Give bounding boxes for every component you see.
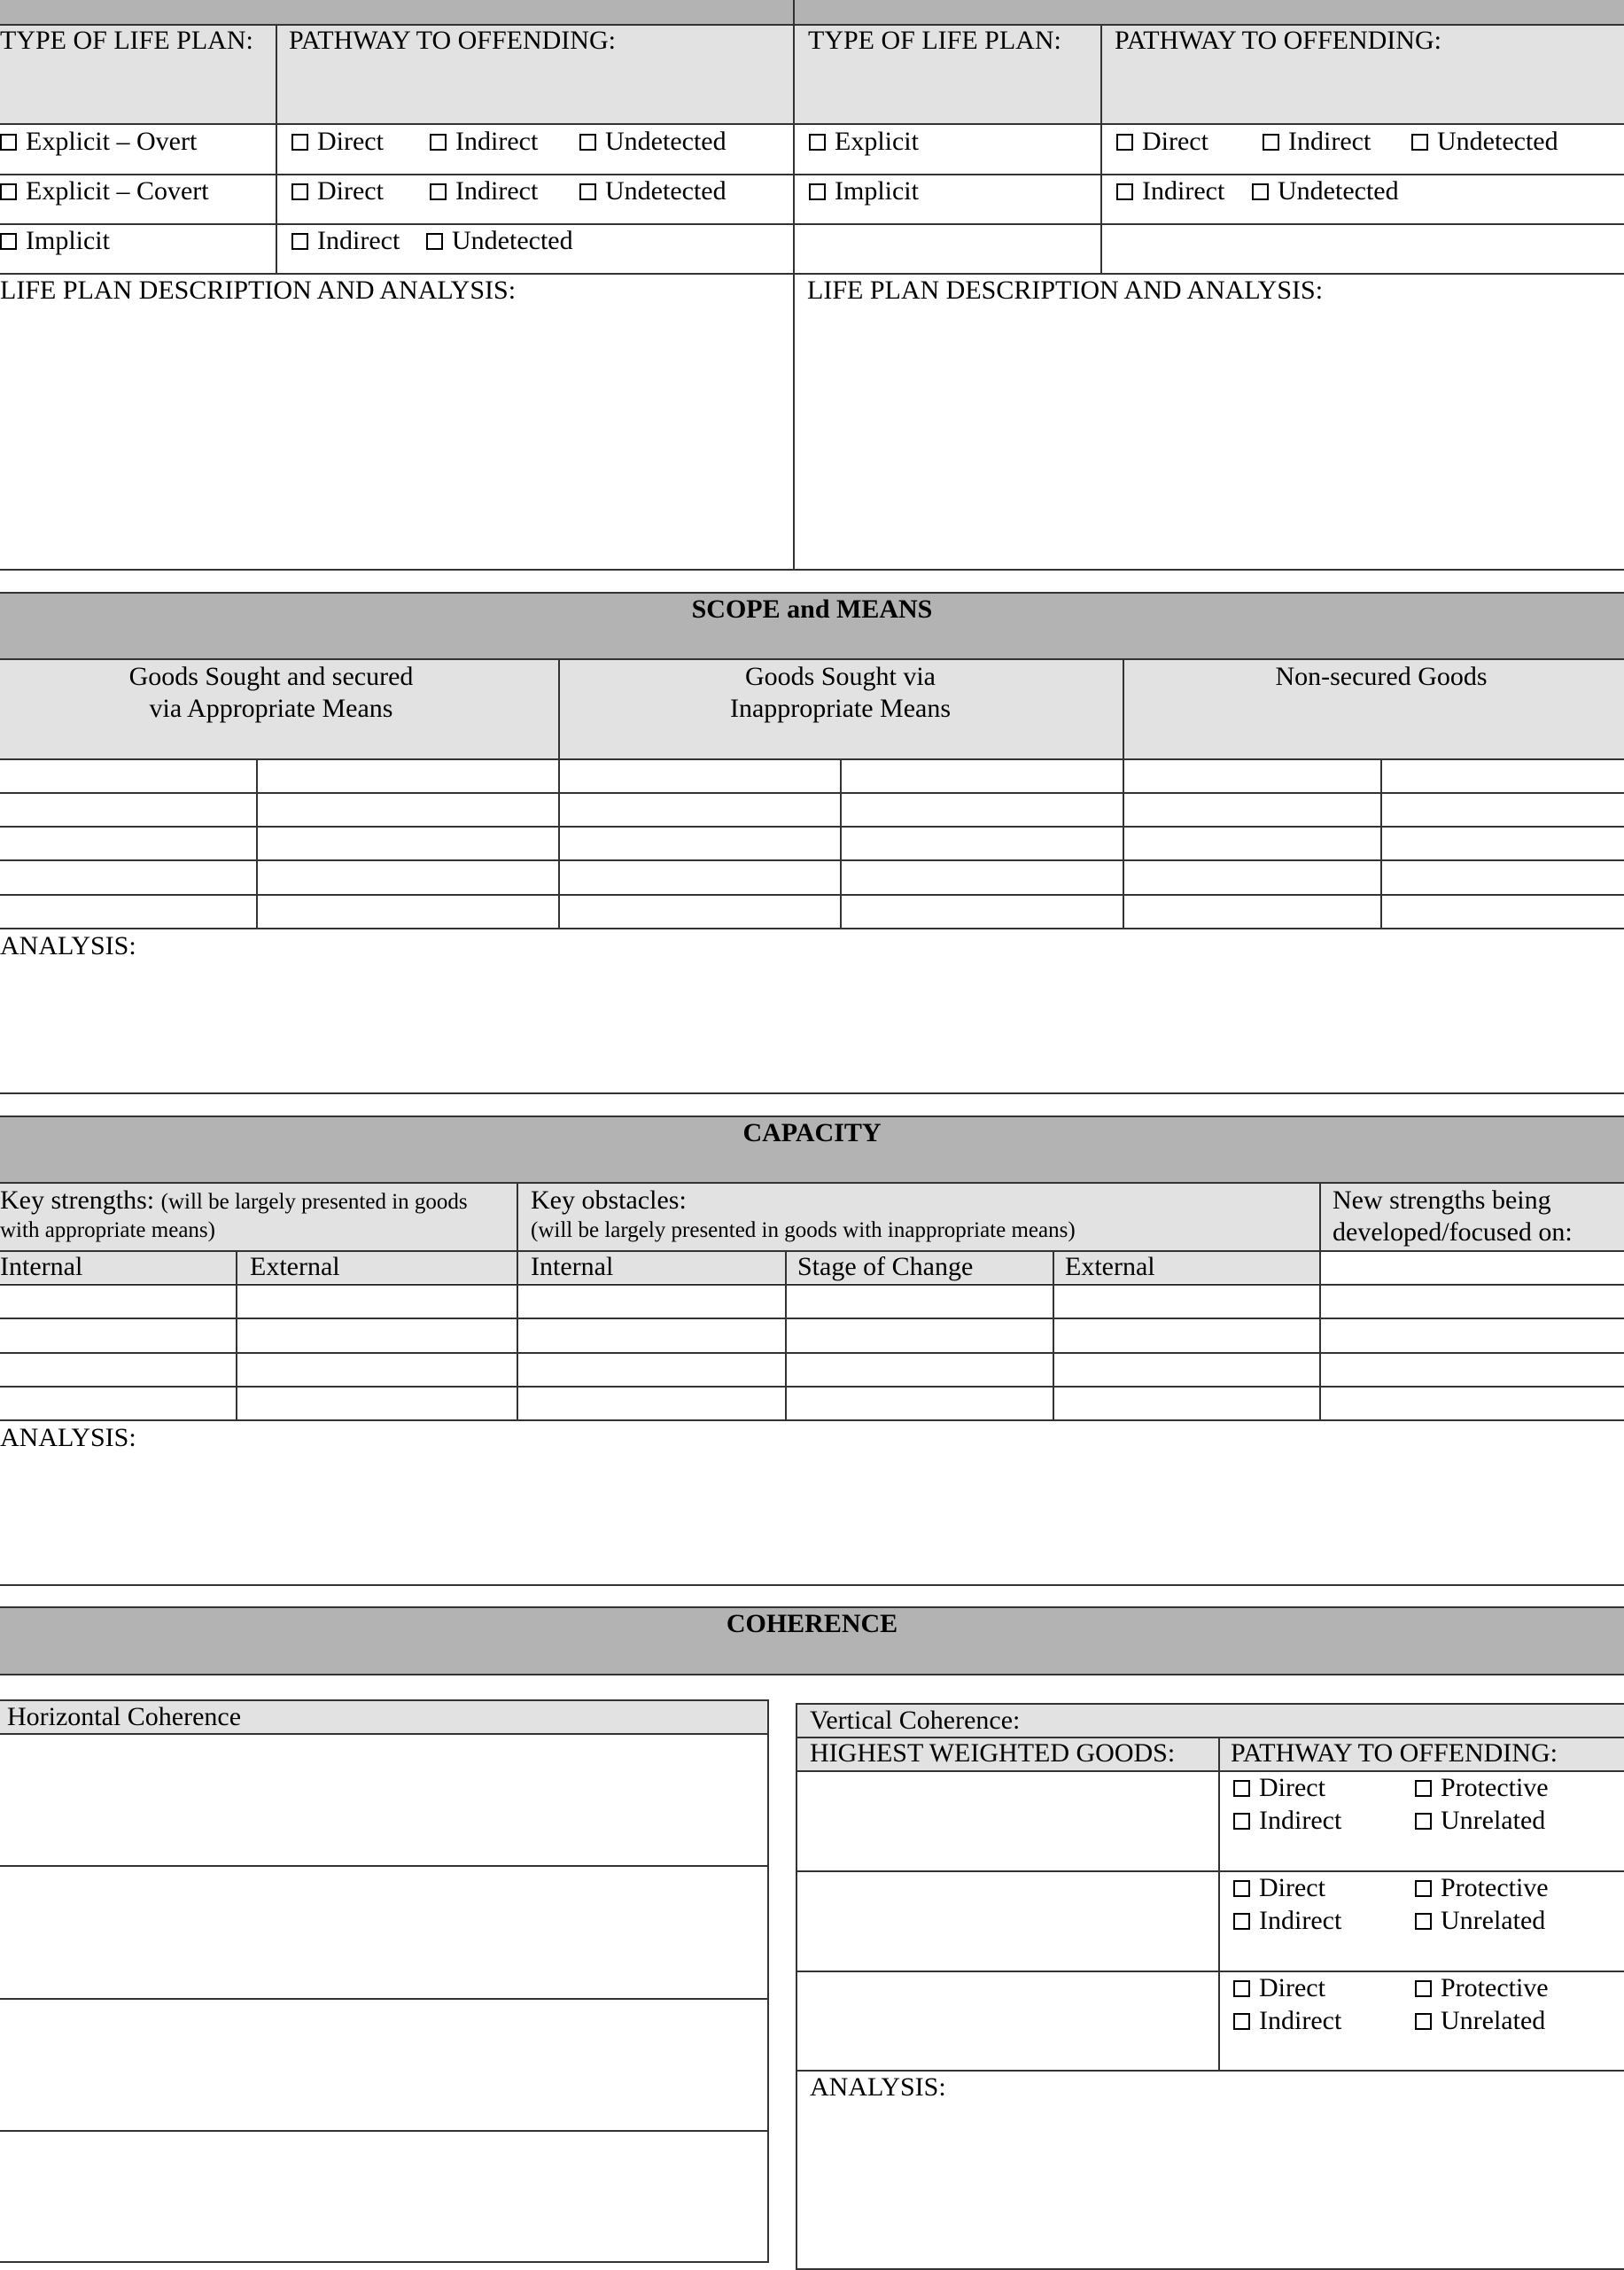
checkbox[interactable] <box>579 183 596 200</box>
checkbox[interactable] <box>1415 1813 1432 1830</box>
left-description-area[interactable] <box>0 307 791 567</box>
checkbox[interactable] <box>430 134 447 151</box>
checkbox[interactable] <box>1263 134 1279 151</box>
top-header-bar <box>0 0 1624 24</box>
right-type-of-life-plan-label: TYPE OF LIFE PLAN: <box>808 26 1061 55</box>
capacity-grid[interactable] <box>0 1285 1624 1419</box>
checkbox[interactable] <box>0 183 17 200</box>
right-row2-type-option[interactable]: Implicit <box>809 175 919 207</box>
new-strengths-label-line2: developed/focused on: <box>1333 1217 1573 1247</box>
vc-row3-protective-option[interactable]: Protective <box>1415 1972 1549 2004</box>
checkbox[interactable] <box>1233 1980 1250 1997</box>
key-obstacles-label: Key obstacles: <box>531 1186 687 1215</box>
checkbox[interactable] <box>1415 1980 1432 1997</box>
new-strengths-label-line1: New strengths being <box>1333 1186 1551 1215</box>
scope-analysis-label: ANALYSIS: <box>0 931 136 960</box>
left-row1-indirect-option[interactable]: Indirect <box>430 126 538 158</box>
left-row1-type-option[interactable]: Explicit – Overt <box>0 126 197 158</box>
vc-row1-direct-option[interactable]: Direct <box>1233 1772 1325 1804</box>
vc-row1-indirect-option[interactable]: Indirect <box>1233 1805 1341 1837</box>
right-row2-undetected-option[interactable]: Undetected <box>1252 175 1399 207</box>
left-row3-type-option[interactable]: Implicit <box>0 225 110 257</box>
checkbox[interactable] <box>1116 134 1133 151</box>
right-pathway-label: PATHWAY TO OFFENDING: <box>1115 26 1441 55</box>
obstacles-external-header: External <box>1065 1252 1155 1281</box>
vc-row3-unrelated-option[interactable]: Unrelated <box>1415 2005 1545 2037</box>
checkbox[interactable] <box>1415 1780 1432 1797</box>
left-row3-indirect-option[interactable]: Indirect <box>291 225 400 257</box>
checkbox[interactable] <box>1233 1780 1250 1797</box>
vc-row1-protective-option[interactable]: Protective <box>1415 1772 1549 1804</box>
scope-title: SCOPE and MEANS <box>691 595 933 624</box>
right-description-label: LIFE PLAN DESCRIPTION AND ANALYSIS: <box>807 276 1324 305</box>
left-row2-type-option[interactable]: Explicit – Covert <box>0 175 209 207</box>
vc-row3-indirect-option[interactable]: Indirect <box>1233 2005 1341 2037</box>
checkbox[interactable] <box>0 134 17 151</box>
strengths-external-header: External <box>250 1252 340 1281</box>
checkbox[interactable] <box>430 183 447 200</box>
scope-col1-header-line1: Goods Sought and secured <box>128 662 414 691</box>
vertical-coherence-label: Vertical Coherence: <box>810 1706 1021 1735</box>
checkbox[interactable] <box>291 233 308 250</box>
left-description-label: LIFE PLAN DESCRIPTION AND ANALYSIS: <box>0 276 517 305</box>
right-row1-direct-option[interactable]: Direct <box>1116 126 1208 158</box>
scope-col2-header-line1: Goods Sought via <box>744 662 936 691</box>
obstacles-internal-header: Internal <box>531 1252 614 1281</box>
checkbox[interactable] <box>809 183 826 200</box>
left-row1-direct-option[interactable]: Direct <box>291 126 384 158</box>
left-type-of-life-plan-label: TYPE OF LIFE PLAN: <box>0 26 253 55</box>
checkbox[interactable] <box>1415 1880 1432 1897</box>
left-row2-indirect-option[interactable]: Indirect <box>430 175 538 207</box>
scope-col3-header: Non-secured Goods <box>1275 662 1488 691</box>
horizontal-coherence-label: Horizontal Coherence <box>7 1702 242 1731</box>
capacity-title: CAPACITY <box>742 1118 882 1147</box>
key-obstacles-note: (will be largely presented in goods with inappropriate means) <box>531 1218 1076 1242</box>
vc-row2-protective-option[interactable]: Protective <box>1415 1872 1549 1904</box>
coherence-analysis-area[interactable] <box>797 2103 1624 2268</box>
checkbox[interactable] <box>0 233 17 250</box>
right-row2-indirect-option[interactable]: Indirect <box>1116 175 1224 207</box>
vc-row2-unrelated-option[interactable]: Unrelated <box>1415 1905 1545 1937</box>
highest-weighted-goods-label: HIGHEST WEIGHTED GOODS: <box>810 1738 1176 1768</box>
coherence-title: COHERENCE <box>726 1609 898 1638</box>
checkbox[interactable] <box>1252 183 1269 200</box>
checkbox[interactable] <box>809 134 826 151</box>
checkbox[interactable] <box>1415 1913 1432 1930</box>
highest-goods-cells[interactable] <box>797 1772 1217 2070</box>
checkbox[interactable] <box>1411 134 1428 151</box>
checkbox[interactable] <box>1233 1913 1250 1930</box>
right-row1-undetected-option[interactable]: Undetected <box>1411 126 1558 158</box>
horizontal-coherence-rows[interactable] <box>0 1735 767 2261</box>
key-strengths-label: Key strengths: (will be largely presented in goods <box>0 1186 468 1215</box>
vc-row3-direct-option[interactable]: Direct <box>1233 1972 1325 2004</box>
checkbox[interactable] <box>1116 183 1133 200</box>
vertical-pathway-label: PATHWAY TO OFFENDING: <box>1231 1738 1558 1768</box>
key-strengths-note: with appropriate means) <box>0 1218 215 1242</box>
capacity-analysis-area[interactable] <box>0 1454 1624 1583</box>
right-row1-indirect-option[interactable]: Indirect <box>1263 126 1371 158</box>
checkbox[interactable] <box>1415 2013 1432 2030</box>
left-row1-undetected-option[interactable]: Undetected <box>579 126 727 158</box>
checkbox[interactable] <box>1233 2013 1250 2030</box>
scope-analysis-area[interactable] <box>0 962 1624 1092</box>
checkbox[interactable] <box>426 233 443 250</box>
capacity-analysis-label: ANALYSIS: <box>0 1423 136 1452</box>
left-row2-undetected-option[interactable]: Undetected <box>579 175 727 207</box>
scope-col2-header-line2: Inappropriate Means <box>729 694 952 723</box>
left-pathway-label: PATHWAY TO OFFENDING: <box>289 26 616 55</box>
coherence-analysis-label: ANALYSIS: <box>810 2072 946 2102</box>
checkbox[interactable] <box>291 134 308 151</box>
scope-goods-grid[interactable] <box>0 759 1624 928</box>
left-row3-undetected-option[interactable]: Undetected <box>426 225 573 257</box>
checkbox[interactable] <box>1233 1813 1250 1830</box>
strengths-internal-header: Internal <box>0 1252 83 1281</box>
vc-row1-unrelated-option[interactable]: Unrelated <box>1415 1805 1545 1837</box>
right-row1-type-option[interactable]: Explicit <box>809 126 919 158</box>
obstacles-stage-header: Stage of Change <box>797 1252 974 1281</box>
scope-col1-header-line2: via Appropriate Means <box>149 694 393 723</box>
checkbox[interactable] <box>579 134 596 151</box>
checkbox[interactable] <box>291 183 308 200</box>
vc-row2-indirect-option[interactable]: Indirect <box>1233 1905 1341 1937</box>
right-description-area[interactable] <box>795 307 1624 567</box>
checkbox[interactable] <box>1233 1880 1250 1897</box>
vc-row2-direct-option[interactable]: Direct <box>1233 1872 1325 1904</box>
left-row2-direct-option[interactable]: Direct <box>291 175 384 207</box>
